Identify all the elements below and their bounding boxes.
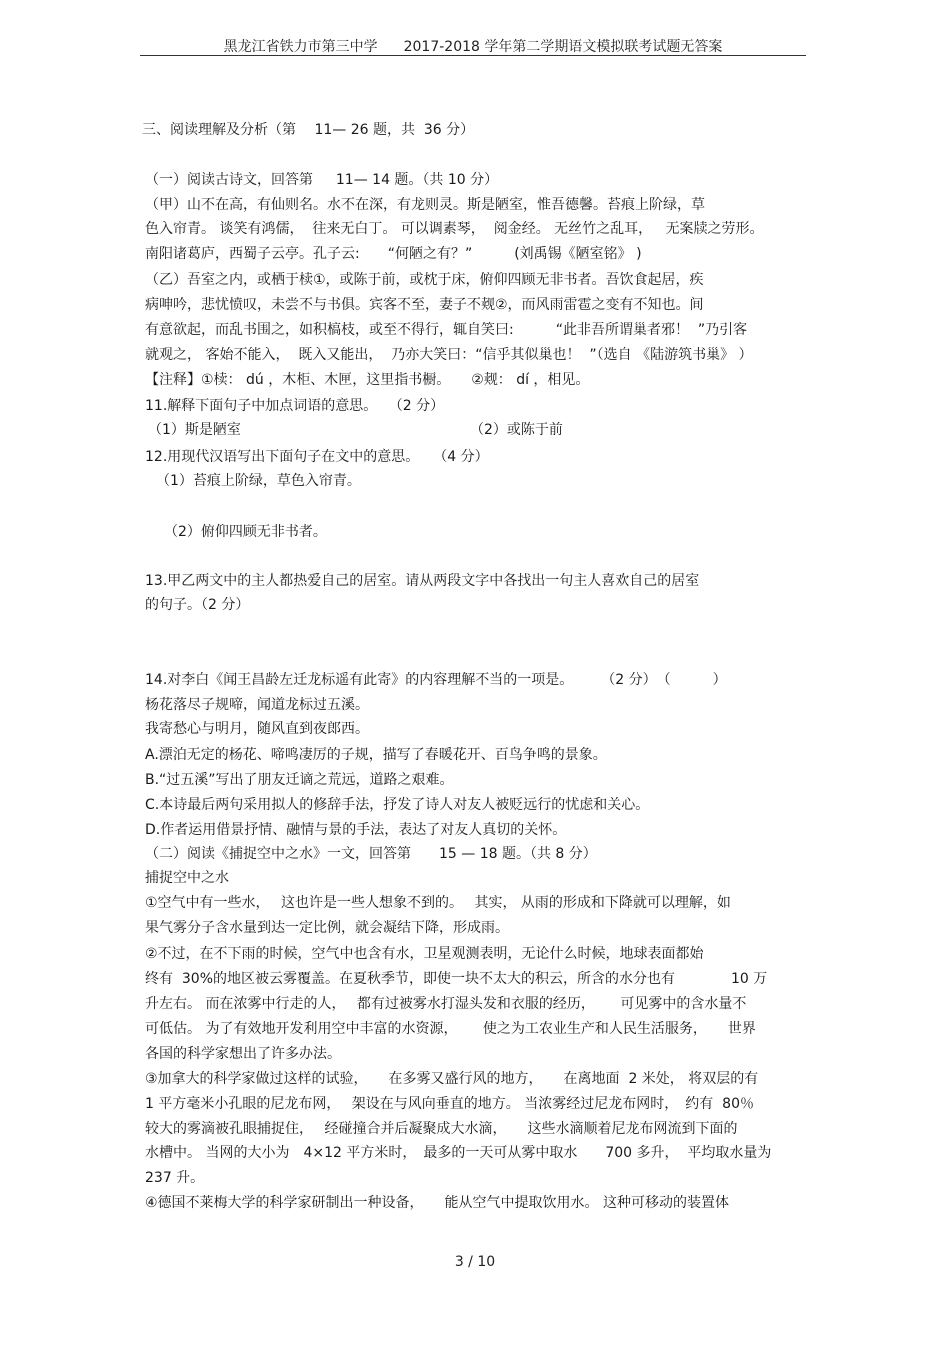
question-11: 11.解释下面句子中加点词语的意思。 （2 分）	[145, 398, 445, 414]
option-d: D.作者运用借景抒情、融情与景的手法，表达了对友人真切的关怀。	[145, 822, 567, 838]
article-line: ②不过，在不下雨的时候，空气中也含有水，卫星观测表明，无论什么时候，地球表面都始	[145, 946, 704, 962]
article-line: 水槽中。 当网的大小为 4×12 平方米时， 最多的一天可从雾中取水 700 多升， 平均取水量为	[145, 1145, 772, 1161]
q12-item-1: （1）苔痕上阶绿，草色入帘青。	[156, 473, 361, 489]
poem-line: 我寄愁心与明月，随风直到夜郎西。	[145, 721, 369, 737]
poem-line: 杨花落尽子规啼，闻道龙标过五溪。	[145, 697, 369, 713]
article-line: 1 平方毫米小孔眼的尼龙布网， 架设在与风向垂直的地方。 当浓雾经过尼龙布网时， 约有 80％	[145, 1096, 754, 1112]
article-title: 捕捉空中之水	[145, 870, 229, 886]
q12-item-2: （2）俯仰四顾无非书者。	[164, 524, 327, 540]
page-number: 3 / 10	[454, 1254, 496, 1270]
option-a: A.漂泊无定的杨花、啼鸣凄厉的子规，描写了春暖花开、百鸟争鸣的景象。	[145, 747, 607, 763]
passage-jia-line: 色入帘青。 谈笑有鸿儒， 往来无白丁。 可以调素琴， 阅金经。 无丝竹之乱耳， 无案牍之劳形。	[145, 221, 764, 237]
question-13-cont: 的句子。（2 分）	[145, 597, 250, 613]
q11-item-1: （1）斯是陋室	[148, 422, 241, 438]
passage-yi-line: 就观之， 客始不能入， 既入又能出， 乃亦大笑曰：“信乎其似巢也！ ”（选自 《陆游筑书巢》 ）	[145, 347, 753, 363]
article-line: 各国的科学家想出了许多办法。	[145, 1046, 341, 1062]
passage-yi-line: （乙）吾室之内，或栖于椟①，或陈于前，或枕于床，俯仰四顾无非书者。吾饮食起居，疾	[145, 272, 704, 288]
annotation: 【注释】①椟： dú ，木柜、木匣，这里指书橱。 ②觌： dí ，相见。	[145, 372, 590, 388]
question-12: 12.用现代汉语写出下面句子在文中的意思。 （4 分）	[145, 449, 489, 465]
q11-item-2: （2）或陈于前	[470, 422, 563, 438]
article-line: ③加拿大的科学家做过这样的试验， 在多雾又盛行风的地方， 在离地面 2 米处， 将双层的有	[145, 1071, 759, 1087]
passage-jia-line: 南阳诸葛庐，西蜀子云亭。孔子云: “何陋之有？” (刘禹锡《陋室铭》 )	[145, 246, 642, 262]
passage-yi-line: 有意欲起，而乱书围之，如积槁枝，或至不得行，辄自笑曰: “此非吾所谓巢者邪！ ”乃引客	[145, 322, 748, 338]
passage-jia-line: （甲）山不在高，有仙则名。水不在深，有龙则灵。斯是陋室，惟吾德馨。苔痕上阶绿，草	[145, 197, 705, 213]
header-title: 2017-2018 学年第二学期语文模拟联考试题无答案	[403, 39, 723, 55]
passage-yi-line: 病呻吟，悲忧愤叹，未尝不与书俱。宾客不至，妻子不觌②，而风雨雷雹之变有不知也。间	[145, 297, 704, 313]
article-line: 237 升。	[145, 1170, 205, 1186]
article-line: ①空气中有一些水， 这也许是一些人想象不到的。 其实， 从雨的形成和下降就可以理解，如	[145, 895, 731, 911]
header-school: 黑龙江省铁力市第三中学	[223, 39, 378, 55]
question-13: 13.甲乙两文中的主人都热爱自己的居室。请从两段文字中各找出一句主人喜欢自己的居室	[145, 573, 700, 589]
article-line: 可低估。 为了有效地开发利用空中丰富的水资源， 使之为工农业生产和人民生活服务， 世界	[145, 1021, 756, 1037]
article-line: 升左右。 而在浓雾中行走的人， 都有过被雾水打湿头发和衣服的经历， 可见雾中的含水量不	[145, 996, 747, 1012]
article-line: 较大的雾滴被孔眼捕捉住， 经碰撞合并后凝聚成大水滴， 这些水滴顺着尼龙布网流到下面的	[145, 1121, 738, 1137]
page-header	[140, 36, 806, 56]
section-title: 三、阅读理解及分析（第 11— 26 题，共 36 分）	[142, 122, 475, 138]
article-line: 终有 30%的地区被云雾覆盖。在夏秋季节，即使一块不太大的积云，所含的水分也有 10 万	[145, 971, 768, 987]
part1-title: （一）阅读古诗文，回答第 11— 14 题。（共 10 分）	[145, 172, 499, 188]
header-rule	[140, 55, 806, 56]
part2-title: （二）阅读《捕捉空中之水》一文，回答第 15 — 18 题。（共 8 分）	[145, 846, 597, 862]
option-b: B.“过五溪”写出了朋友迁谪之荒远，道路之艰难。	[145, 772, 454, 788]
article-line: 果气雾分子含水量到达一定比例，就会凝结下降，形成雨。	[145, 920, 509, 936]
option-c: C.本诗最后两句采用拟人的修辞手法，抒发了诗人对友人被贬远行的忧虑和关心。	[145, 797, 650, 813]
article-line: ④德国不莱梅大学的科学家研制出一种设备， 能从空气中提取饮用水。 这种可移动的装置体	[145, 1195, 729, 1211]
question-14: 14.对李白《闻王昌龄左迁龙标遥有此寄》的内容理解不当的一项是。 （2 分） （ ）	[145, 672, 727, 688]
